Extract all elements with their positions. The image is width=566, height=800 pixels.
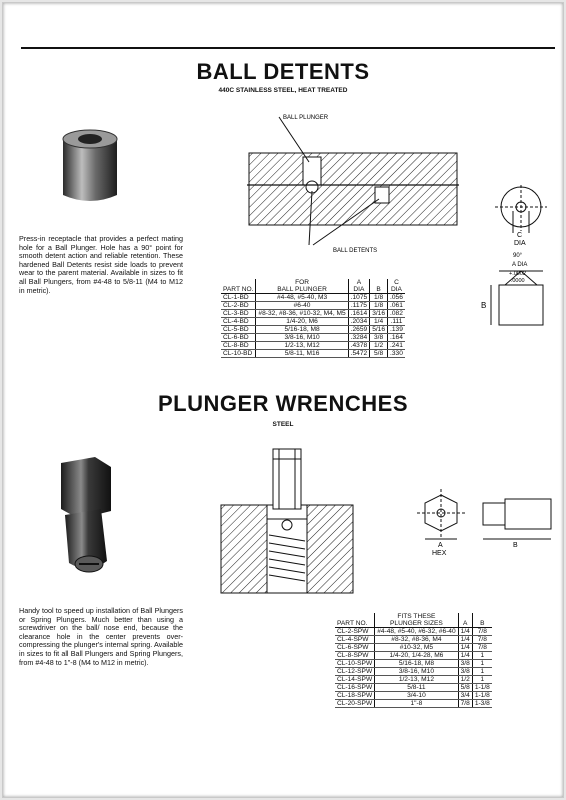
col-a-dia: A DIA: [348, 279, 370, 294]
table-cell: .061: [388, 302, 405, 310]
table-cell: CL-12-SPW: [335, 668, 375, 676]
table-row: [335, 692, 492, 700]
table-cell: 1: [472, 652, 492, 660]
table-row: [335, 668, 492, 676]
table-cell: 1/4: [458, 644, 472, 652]
table-cell: 3/8-16, M10: [375, 668, 458, 676]
table-cell: 3/4: [458, 692, 472, 700]
ball-detent-assembly-diagram: [239, 107, 459, 257]
table-cell: 1: [472, 660, 492, 668]
table-cell: CL-14-SPW: [335, 676, 375, 684]
table-row: [221, 302, 405, 310]
table-cell: CL-3-BD: [221, 310, 256, 318]
ball-plunger-label: BALL PLUNGER: [283, 115, 329, 121]
table-row: [335, 636, 492, 644]
col-b: B: [370, 279, 388, 294]
table-cell: #6-40: [256, 302, 348, 310]
table-cell: CL-2-SPW: [335, 628, 375, 636]
ball-detent-dimension-diagram: [479, 185, 563, 345]
table-cell: .164: [388, 334, 405, 342]
table-row: [335, 652, 492, 660]
table-cell: .2034: [348, 318, 370, 326]
table-cell: .1075: [348, 294, 370, 302]
table-row: [221, 342, 405, 350]
table-cell: 1: [472, 668, 492, 676]
table-cell: 3/8: [458, 660, 472, 668]
table-cell: .2659: [348, 326, 370, 334]
table-cell: 7/8: [472, 644, 492, 652]
table-cell: 1-1/8: [472, 684, 492, 692]
table-cell: 7/8: [472, 636, 492, 644]
table-cell: #8-32, #8-36, #10-32, M4, M5: [256, 310, 348, 318]
table-cell: CL-10-BD: [221, 350, 256, 358]
table-row: [335, 660, 492, 668]
plunger-wrench-dimension-diagram: [411, 489, 559, 559]
table-cell: 1/4: [458, 628, 472, 636]
table-cell: 1-1/8: [472, 692, 492, 700]
table-cell: CL-16-SPW: [335, 684, 375, 692]
tol-plus-label: +.0002: [509, 271, 526, 277]
table-cell: 1/2-13, M12: [375, 676, 458, 684]
plunger-wrenches-title: PLUNGER WRENCHES: [157, 391, 408, 416]
table-cell: CL-18-SPW: [335, 692, 375, 700]
table-cell: CL-2-BD: [221, 302, 256, 310]
table-cell: 5/8: [370, 350, 388, 358]
table-row: [221, 318, 405, 326]
table-cell: 1/4: [458, 652, 472, 660]
table-cell: 1/8: [370, 302, 388, 310]
a-dia-label: A DIA: [512, 262, 528, 268]
table-row: [221, 350, 405, 358]
angle-label: 90°: [513, 253, 523, 259]
table-cell: 1"-8: [375, 700, 458, 708]
table-cell: .111: [388, 318, 405, 326]
table-cell: 7/8: [458, 700, 472, 708]
table-cell: .139: [388, 326, 405, 334]
table-cell: 1/2-13, M12: [256, 342, 348, 350]
plunger-wrench-usage-diagram: [217, 445, 357, 595]
table-cell: CL-10-SPW: [335, 660, 375, 668]
col-for-ball-plunger: FOR BALL PLUNGER: [256, 279, 348, 294]
table-cell: 3/8-16, M10: [256, 334, 348, 342]
table-cell: #10-32, M5: [375, 644, 458, 652]
table-cell: .241: [388, 342, 405, 350]
table-cell: 3/8: [458, 668, 472, 676]
table-row: [335, 676, 492, 684]
ball-detents-label: BALL DETENTS: [333, 248, 378, 254]
table-cell: .1175: [348, 302, 370, 310]
table-cell: 1/4: [370, 318, 388, 326]
table-cell: CL-5-BD: [221, 326, 256, 334]
table-cell: .1614: [348, 310, 370, 318]
catalog-page: [2, 2, 564, 798]
table-cell: .082: [388, 310, 405, 318]
table-cell: 1/8: [370, 294, 388, 302]
table-cell: .056: [388, 294, 405, 302]
table-cell: 5/16-18, M8: [256, 326, 348, 334]
c-dim-label: C: [517, 232, 523, 239]
table-cell: 5/8-11, M16: [256, 350, 348, 358]
table-cell: 1/4-20, M6: [256, 318, 348, 326]
table-row: [221, 310, 405, 318]
plunger-wrenches-table: [335, 613, 492, 708]
table-row: [335, 684, 492, 692]
ball-detents-title: BALL DETENTS: [196, 59, 370, 84]
ball-detents-description: Press-in receptacle that provides a perfect mating hole for a Ball Plunger. Hole has a 90° point for smooth detent action and reliable retention. These hardened Ball Detents resist side loads to prevent wear to the parent material. Available in sizes to fit all Ball Plungers, from #4-48 to 5/8-11 (M4 to M12 in metric).: [19, 234, 183, 295]
table-cell: .4378: [348, 342, 370, 350]
table-cell: 1: [472, 676, 492, 684]
table-cell: CL-4-SPW: [335, 636, 375, 644]
c-dia-label: DIA: [514, 240, 526, 247]
ball-detent-photo: [55, 125, 125, 209]
plunger-wrenches-subtitle: STEEL: [272, 421, 294, 428]
plunger-wrench-photo: [49, 453, 125, 577]
col-c-dia: C DIA: [388, 279, 405, 294]
table-cell: CL-4-BD: [221, 318, 256, 326]
table-row: [221, 334, 405, 342]
plunger-wrenches-description: Handy tool to speed up installation of Ball Plungers or Spring Plungers. Much better than using a screwdriver on the ball/ nose end, because the clearance hole in the center prevents over-compressing the plunger's internal spring. Available in sizes to fit all Ball Plungers and Spring Plungers, from #4-48 to 1"-8 (M4 to M12 in metric).: [19, 606, 183, 667]
table-cell: #8-32, #8-36, M4: [375, 636, 458, 644]
col-part-no: PART NO.: [335, 613, 375, 628]
table-cell: 3/16: [370, 310, 388, 318]
table-cell: CL-6-SPW: [335, 644, 375, 652]
table-cell: 5/16: [370, 326, 388, 334]
table-cell: 1-3/8: [472, 700, 492, 708]
table-cell: .3284: [348, 334, 370, 342]
b-dim-label: B: [481, 301, 487, 310]
table-cell: 5/8-11: [375, 684, 458, 692]
hex-label: HEX: [432, 550, 447, 557]
table-cell: 3/8: [370, 334, 388, 342]
table-cell: CL-1-BD: [221, 294, 256, 302]
table-cell: CL-8-BD: [221, 342, 256, 350]
table-cell: #4-48, #5-40, M3: [256, 294, 348, 302]
col-part-no: PART NO.: [221, 279, 256, 294]
table-cell: 1/2: [458, 676, 472, 684]
table-cell: 7/8: [472, 628, 492, 636]
table-row: [221, 326, 405, 334]
table-row: [335, 628, 492, 636]
top-rule: [21, 47, 555, 49]
table-cell: 1/2: [370, 342, 388, 350]
table-cell: #4-48, #5-40, #6-32, #6-40: [375, 628, 458, 636]
table-cell: 1/4-20, 1/4-28, M6: [375, 652, 458, 660]
table-row: [221, 294, 405, 302]
b-label: B: [513, 542, 518, 549]
ball-detents-table: [221, 279, 405, 358]
table-cell: CL-6-BD: [221, 334, 256, 342]
col-fits-these-plunger-sizes: FITS THESE PLUNGER SIZES: [375, 613, 458, 628]
col-a: A: [458, 613, 472, 628]
table-row: [335, 700, 492, 708]
table-cell: CL-20-SPW: [335, 700, 375, 708]
table-cell: .330: [388, 350, 405, 358]
a-label: A: [438, 542, 443, 549]
table-cell: CL-8-SPW: [335, 652, 375, 660]
ball-detents-subtitle: 440C STAINLESS STEEL, HEAT TREATED: [218, 87, 348, 94]
table-cell: 5/16-18, M8: [375, 660, 458, 668]
table-cell: 5/8: [458, 684, 472, 692]
col-b: B: [472, 613, 492, 628]
table-cell: 1/4: [458, 636, 472, 644]
tol-minus-label: -.0000: [509, 278, 525, 284]
table-cell: .5472: [348, 350, 370, 358]
table-row: [335, 644, 492, 652]
table-cell: 3/4-10: [375, 692, 458, 700]
